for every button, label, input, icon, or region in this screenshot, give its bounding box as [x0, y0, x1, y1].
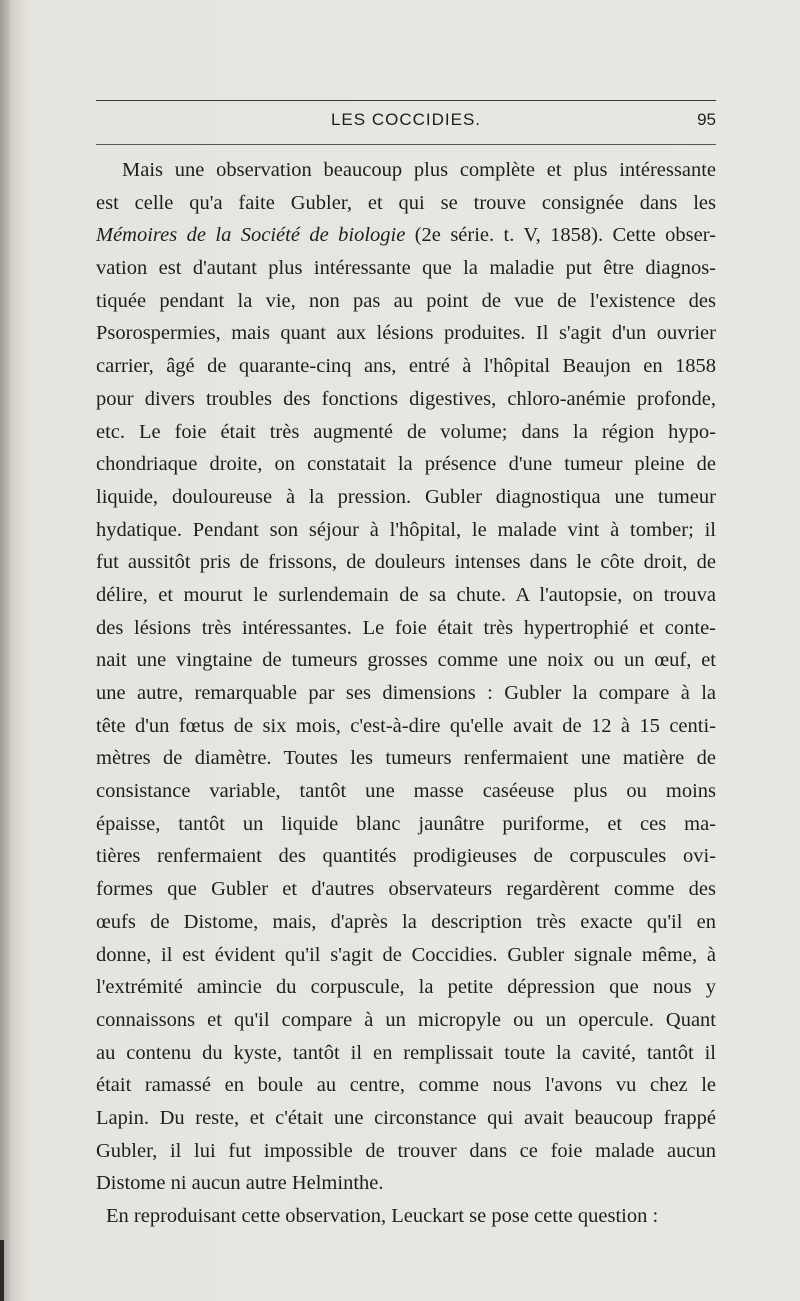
text-line: une autre, remarquable par ses dimensions : Gubler la compare à la [96, 682, 716, 704]
text-line: Distome ni aucun autre Helminthe. [96, 1172, 384, 1195]
text-line: était ramassé en boule au centre, comme nous l'avons vu chez le [96, 1074, 716, 1097]
text-line: Psorospermies, mais quant aux lésions produites. Il s'agit d'un ouvrier [96, 322, 716, 345]
header-rule-bottom [96, 144, 716, 145]
text-line: Lapin. Du reste, et c'était une circonstance qui avait beaucoup frappé [96, 1106, 716, 1129]
page-number: 95 [697, 110, 716, 129]
running-title: LES COCCIDIES. [330, 110, 482, 129]
text-line: tières renfermaient des quantités prodigieuses de corpuscules ovi- [96, 845, 716, 868]
text-line: formes que Gubler et d'autres observateurs regardèrent comme des [96, 878, 716, 901]
text-line: connaissons et qu'il compare à un micropyle ou un opercule. Quant [96, 1008, 716, 1031]
text-line: chondriaque droite, on constatait la présence d'une tumeur pleine de [96, 453, 716, 476]
text-line: vation est d'autant plus intéressante que la maladie put être diagnos- [96, 257, 716, 280]
margin-edge-mark [0, 1240, 4, 1301]
text-line: œufs de Distome, mais, d'après la description très exacte qu'il en [96, 910, 716, 933]
text-line: carrier, âgé de quarante-cinq ans, entré à l'hôpital Beaujon en 1858 [96, 355, 716, 378]
text-line: épaisse, tantôt un liquide blanc jaunâtre puriforme, et ces ma- [96, 812, 716, 835]
text-line: est celle qu'a faite Gubler, et qui se trouve consignée dans les [96, 191, 716, 214]
body-text [96, 154, 716, 1233]
text-line: Mémoires de la Société de biologie (2e série. t. V, 1858). Cette obser- [96, 224, 716, 247]
text-line: donne, il est évident qu'il s'agit de Coccidies. Gubler signale même, à [96, 943, 716, 966]
text-line: des lésions très intéressantes. Le foie était très hypertrophié et conte- [96, 616, 716, 639]
header-rule-top [96, 100, 716, 101]
text-line: délire, et mourut le surlendemain de sa chute. A l'autopsie, on trouva [96, 583, 716, 606]
text-line: mètres de diamètre. Toutes les tumeurs renfermaient une matière de [96, 747, 716, 770]
text-line: consistance variable, tantôt une masse caséeuse plus ou moins [96, 780, 716, 803]
text-line: hydatique. Pendant son séjour à l'hôpital, le malade vint à tomber; il [96, 518, 716, 541]
text-line: tête d'un fœtus de six mois, c'est-à-dire qu'elle avait de 12 à 15 centi- [96, 714, 716, 737]
text-line: tiquée pendant la vie, non pas au point de vue de l'existence des [96, 289, 716, 312]
text-line: fut aussitôt pris de frissons, de douleurs intenses dans le côte droit, de [96, 551, 716, 574]
text-line: liquide, douloureuse à la pression. Gubler diagnostiqua une tumeur [96, 485, 716, 508]
text-line: au contenu du kyste, tantôt il en remplissait toute la cavité, tantôt il [96, 1041, 716, 1064]
text-line: Mais une observation beaucoup plus complète et plus intéressante [122, 159, 716, 181]
running-head [96, 108, 716, 136]
text-line: Gubler, il lui fut impossible de trouver dans ce foie malade aucun [96, 1139, 716, 1162]
text-line: l'extrémité amincie du corpuscule, la petite dépression que nous y [96, 976, 716, 999]
text-line: etc. Le foie était très augmenté de volume; dans la région hypo- [96, 420, 716, 443]
text-line: pour divers troubles des fonctions digestives, chloro-anémie profonde, [96, 387, 716, 410]
text-line: En reproduisant cette observation, Leuckart se pose cette question : [106, 1205, 659, 1227]
page-binding-shadow [0, 0, 10, 1301]
text-line: nait une vingtaine de tumeurs grosses comme une noix ou un œuf, et [96, 649, 716, 672]
